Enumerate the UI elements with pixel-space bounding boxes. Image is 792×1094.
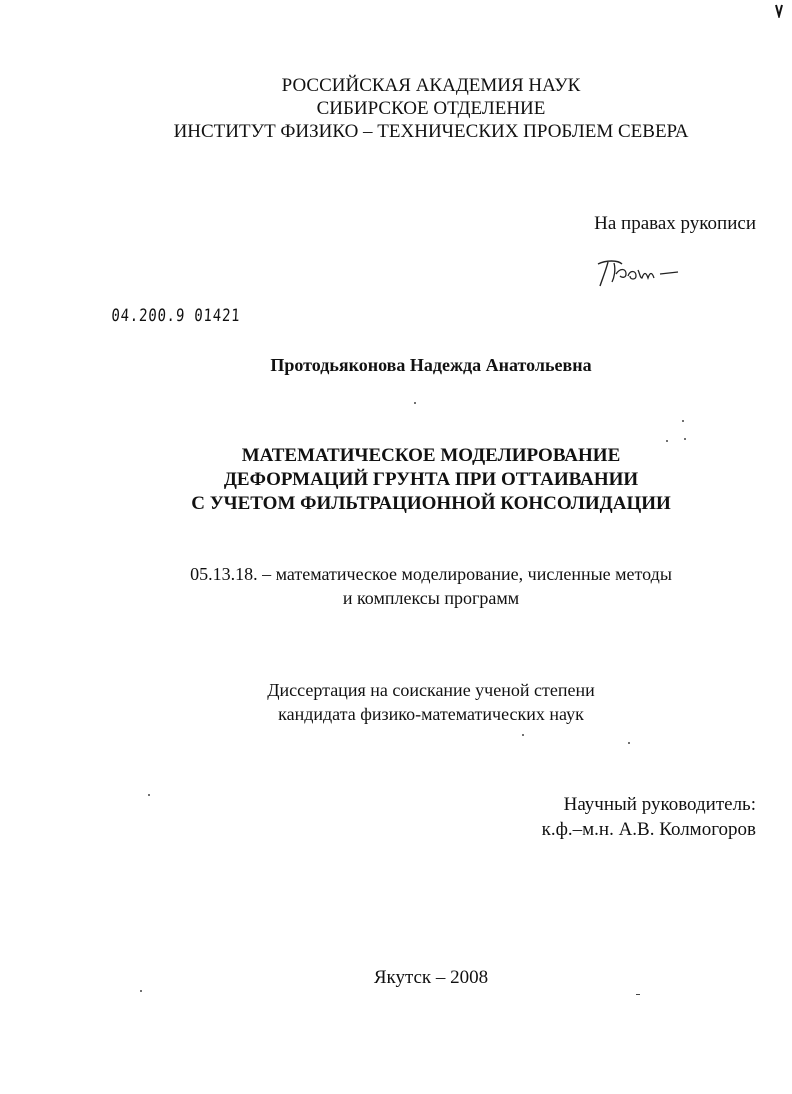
scan-speck (636, 994, 640, 995)
specialty-line-1: 05.13.18. – математическое моделирование, численные методы (190, 564, 672, 584)
scan-speck (148, 794, 150, 796)
supervisor-label: Научный руководитель: (563, 794, 756, 815)
place-and-year: Якутск – 2008 (373, 967, 489, 988)
title-line-2: ДЕФОРМАЦИЙ ГРУНТА ПРИ ОТТАИВАНИИ (223, 469, 639, 490)
scan-speck (682, 420, 684, 422)
degree-line-1: Диссертация на соискание ученой степени (267, 680, 595, 700)
scan-speck (522, 734, 524, 736)
handwritten-signature (592, 252, 684, 292)
branch-name: СИБИРСКОЕ ОТДЕЛЕНИЕ (316, 98, 546, 119)
specialty-line-2: и комплексы программ (342, 588, 520, 608)
scan-speck (140, 990, 142, 992)
scan-speck (666, 440, 668, 442)
title-line-1: МАТЕМАТИЧЕСКОЕ МОДЕЛИРОВАНИЕ (241, 445, 621, 466)
institute-name: ИНСТИТУТ ФИЗИКО – ТЕХНИЧЕСКИХ ПРОБЛЕМ СЕВЕРА (173, 121, 689, 142)
supervisor-name: к.ф.–м.н. А.В. Колмогоров (541, 819, 756, 840)
institution-header (0, 74, 792, 143)
archive-stamp-number: 04.200.9 01421 (110, 306, 241, 326)
dissertation-title (0, 444, 792, 516)
manuscript-rights-note: На правах рукописи (594, 213, 756, 234)
scan-speck (684, 438, 686, 440)
academy-name: РОССИЙСКАЯ АКАДЕМИЯ НАУК (281, 75, 581, 96)
scan-speck (414, 402, 416, 404)
corner-mark-icon (775, 4, 783, 18)
author-name: Протодьяконова Надежда Анатольевна (270, 355, 592, 375)
scientific-supervisor (542, 792, 756, 842)
degree-line-2: кандидата физико-математических наук (278, 704, 584, 724)
specialty-code (0, 562, 792, 610)
title-line-3: С УЧЕТОМ ФИЛЬТРАЦИОННОЙ КОНСОЛИДАЦИИ (191, 493, 671, 514)
scan-speck (628, 742, 630, 744)
degree-statement (0, 678, 792, 726)
